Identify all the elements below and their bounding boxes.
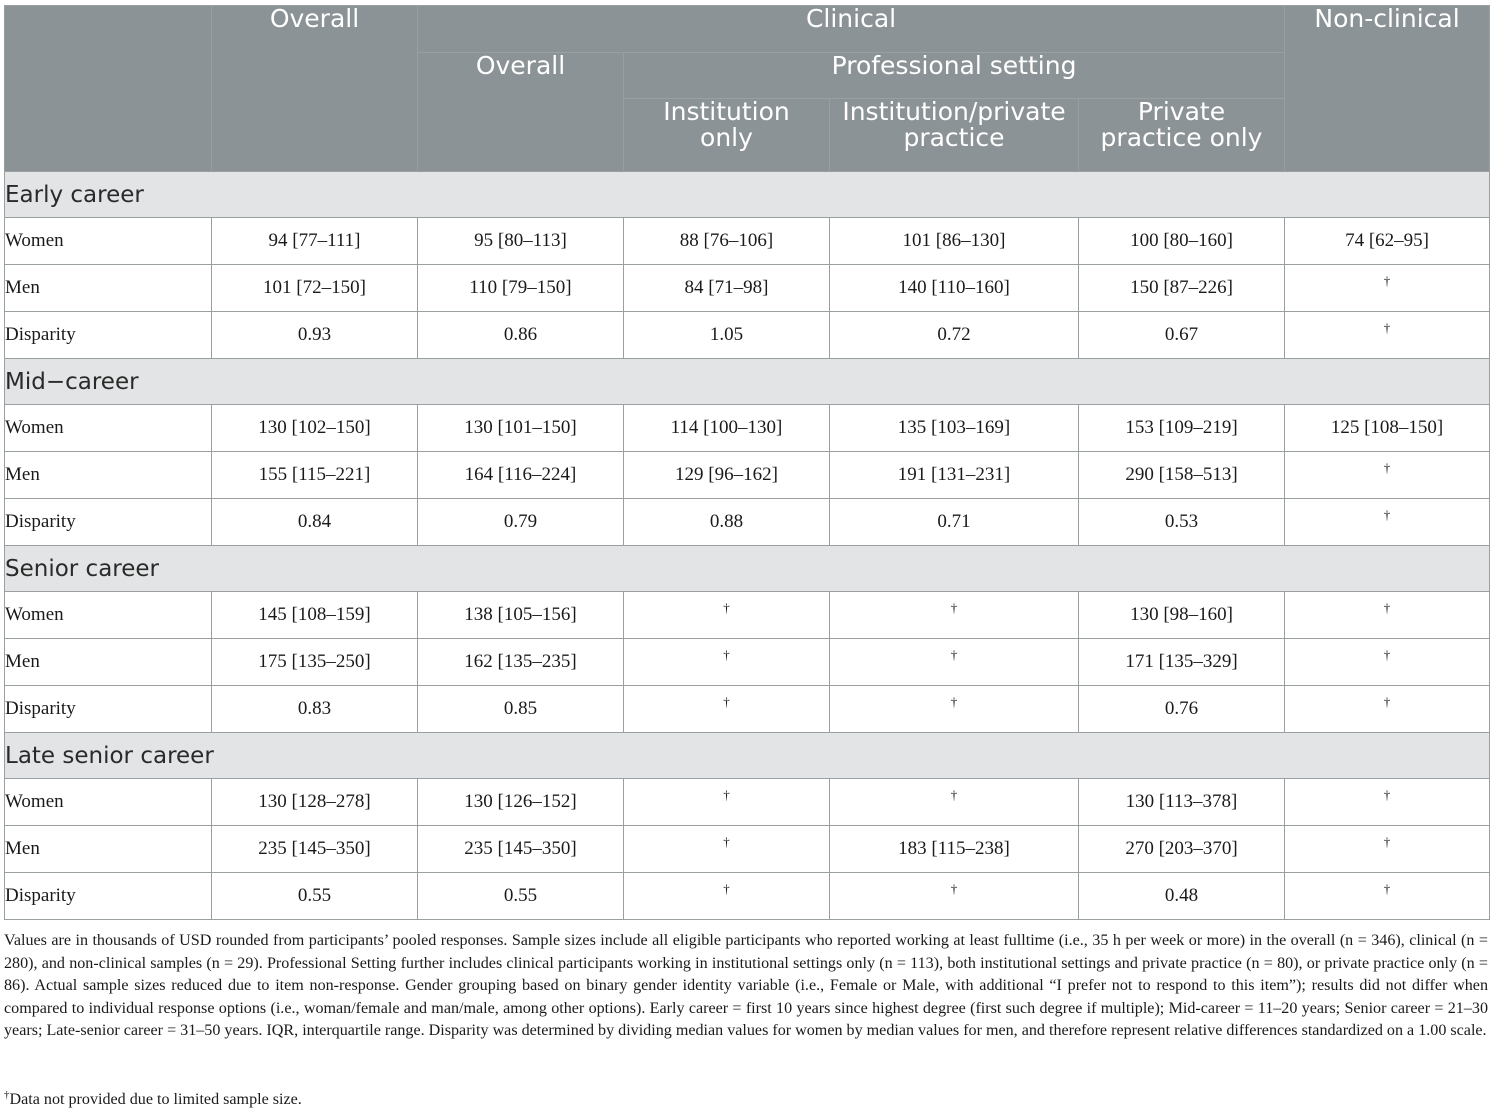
dagger-mark: † (723, 834, 730, 849)
section-row (5, 359, 1490, 405)
table-cell: 150 [87–226] (1079, 265, 1285, 312)
row-label: Women (5, 779, 212, 826)
table-cell: 235 [145–350] (212, 826, 418, 873)
table-cell: 130 [128–278] (212, 779, 418, 826)
table-cell (830, 779, 1079, 826)
header-non-clinical: Non-clinical (1285, 6, 1490, 172)
table-cell: 130 [113–378] (1079, 779, 1285, 826)
table-cell: 138 [105–156] (418, 592, 624, 639)
table-row (5, 592, 1490, 639)
section-row (5, 546, 1490, 592)
table-row (5, 686, 1490, 733)
dagger-mark: † (1383, 273, 1391, 288)
row-label: Disparity (5, 686, 212, 733)
table-cell (1285, 686, 1490, 733)
table-cell: 0.55 (418, 873, 624, 920)
table-cell (1285, 312, 1490, 359)
table-cell: 101 [86–130] (830, 218, 1079, 265)
table-cell: 145 [108–159] (212, 592, 418, 639)
dagger-mark: † (950, 787, 958, 802)
table-cell: 88 [76–106] (624, 218, 830, 265)
dagger-mark: † (1383, 507, 1391, 522)
table-cell: 0.83 (212, 686, 418, 733)
dagger-mark: † (1383, 600, 1391, 615)
table-cell: 0.55 (212, 873, 418, 920)
table-footnote (4, 1089, 302, 1112)
table-cell: 135 [103–169] (830, 405, 1079, 452)
dagger-mark: † (723, 881, 730, 896)
dagger-mark: † (1383, 460, 1391, 475)
corner-header (5, 6, 212, 172)
dagger-mark: † (1383, 881, 1391, 896)
table-cell: 130 [101–150] (418, 405, 624, 452)
dagger-mark: † (950, 600, 958, 615)
dagger-mark: † (950, 881, 958, 896)
table-cell (1285, 779, 1490, 826)
table-cell (1285, 826, 1490, 873)
row-label: Disparity (5, 873, 212, 920)
row-label: Men (5, 826, 212, 873)
salary-table (4, 5, 1490, 920)
dagger-mark: † (950, 647, 958, 662)
header-line: practice only (1100, 123, 1263, 152)
table-row (5, 405, 1490, 452)
table-cell: 155 [115–221] (212, 452, 418, 499)
header-clinical: Clinical (418, 6, 1285, 53)
table-row (5, 639, 1490, 686)
table-cell: 0.79 (418, 499, 624, 546)
table-row (5, 312, 1490, 359)
table-cell: 130 [102–150] (212, 405, 418, 452)
table-cell (1285, 499, 1490, 546)
table-cell: 171 [135–329] (1079, 639, 1285, 686)
table-cell (1285, 639, 1490, 686)
table-row (5, 779, 1490, 826)
dagger-mark: † (1383, 320, 1391, 335)
table-cell (624, 639, 830, 686)
table-cell (624, 592, 830, 639)
table-cell: 0.93 (212, 312, 418, 359)
section-title: Senior career (5, 546, 1490, 592)
table-cell: 101 [72–150] (212, 265, 418, 312)
table-cell: 100 [80–160] (1079, 218, 1285, 265)
header-line: Institution (663, 97, 790, 126)
table-cell (830, 873, 1079, 920)
table-cell: 130 [126–152] (418, 779, 624, 826)
row-label: Women (5, 218, 212, 265)
table-cell: 0.48 (1079, 873, 1285, 920)
table-cell: 290 [158–513] (1079, 452, 1285, 499)
table-cell: 110 [79–150] (418, 265, 624, 312)
dagger-mark: † (1383, 834, 1391, 849)
dagger-mark: † (723, 694, 730, 709)
table-cell (1285, 452, 1490, 499)
table-cell: 74 [62–95] (1285, 218, 1490, 265)
dagger-mark: † (1383, 694, 1391, 709)
table-cell: 0.84 (212, 499, 418, 546)
dagger-mark: † (1383, 787, 1391, 802)
table-cell: 270 [203–370] (1079, 826, 1285, 873)
header-institution-only (624, 99, 830, 172)
row-label: Women (5, 592, 212, 639)
table-cell: 140 [110–160] (830, 265, 1079, 312)
dagger-mark: † (723, 600, 730, 615)
section-row (5, 172, 1490, 218)
table-cell: 130 [98–160] (1079, 592, 1285, 639)
dagger-mark: † (723, 787, 730, 802)
table-cell: 114 [100–130] (624, 405, 830, 452)
table-cell (830, 639, 1079, 686)
header-line: Institution/private (842, 97, 1066, 126)
table-row (5, 873, 1490, 920)
table-cell: 153 [109–219] (1079, 405, 1285, 452)
table-cell: 183 [115–238] (830, 826, 1079, 873)
header-clinical-overall: Overall (418, 53, 624, 172)
table-cell: 191 [131–231] (830, 452, 1079, 499)
table-cell (830, 686, 1079, 733)
header-line: practice (903, 123, 1005, 152)
row-label: Disparity (5, 499, 212, 546)
row-label: Disparity (5, 312, 212, 359)
header-professional-setting: Professional setting (624, 53, 1285, 99)
table-cell: 129 [96–162] (624, 452, 830, 499)
section-title: Early career (5, 172, 1490, 218)
table-row (5, 499, 1490, 546)
table-row (5, 265, 1490, 312)
table-cell: 0.86 (418, 312, 624, 359)
table-cell (1285, 265, 1490, 312)
table-cell (1285, 873, 1490, 920)
header-institution-private (830, 99, 1079, 172)
table-cell (624, 873, 830, 920)
table-cell: 0.67 (1079, 312, 1285, 359)
footnote-mark: † (4, 1089, 10, 1101)
section-title: Late senior career (5, 733, 1490, 779)
dagger-mark: † (1383, 647, 1391, 662)
table-cell: 125 [108–150] (1285, 405, 1490, 452)
dagger-mark: † (723, 647, 730, 662)
header-line: only (700, 123, 753, 152)
table-cell: 94 [77–111] (212, 218, 418, 265)
table-row (5, 452, 1490, 499)
dagger-mark: † (950, 694, 958, 709)
table-cell (830, 592, 1079, 639)
table-cell (624, 686, 830, 733)
table-cell: 1.05 (624, 312, 830, 359)
table-cell (1285, 592, 1490, 639)
footnote-text: Data not provided due to limited sample size. (9, 1091, 302, 1108)
table-note: Values are in thousands of USD rounded from participants’ pooled responses. Sample sizes include all eligible participants who reported working at least fulltime (i.e., 35 h per week or more) in the overall (n = 346), clinical (n = 280), and non-clinical samples (n = 29). Professional Setting further includes clinical participants working in institutional settings only (n = 113), both institutional settings and private practice (n = 80), or private practice only (n = 86). Actual sample sizes reduced due to item non-response. Gender grouping based on binary gender identity variable (i.e., Female or Male, with additional “I prefer not to respond to this item”); results did not differ when compared to individual response options (i.e., woman/female and man/male, among other options). Early career = first 10 years since highest degree (first such degree if multiple); Mid-career = 11–20 years; Senior career = 21–30 years; Late-senior career = 31–50 years. IQR, interquartile range. Disparity was determined by dividing median values for women by median values for men, and therefore represent relative differences standardized on a 1.00 scale. (4, 932, 1488, 1039)
row-label: Men (5, 639, 212, 686)
header-line: Private (1137, 97, 1226, 126)
table-row (5, 826, 1490, 873)
table-body (5, 172, 1490, 920)
table-cell: 0.72 (830, 312, 1079, 359)
row-label: Men (5, 265, 212, 312)
table-cell: 84 [71–98] (624, 265, 830, 312)
table-cell (624, 779, 830, 826)
table-cell: 0.88 (624, 499, 830, 546)
table-cell: 235 [145–350] (418, 826, 624, 873)
table-cell: 162 [135–235] (418, 639, 624, 686)
section-title: Mid−career (5, 359, 1490, 405)
header-private-only (1079, 99, 1285, 172)
table-cell: 164 [116–224] (418, 452, 624, 499)
table-cell: 95 [80–113] (418, 218, 624, 265)
row-label: Women (5, 405, 212, 452)
table-cell: 0.53 (1079, 499, 1285, 546)
table-cell: 175 [135–250] (212, 639, 418, 686)
table-cell: 0.85 (418, 686, 624, 733)
section-row (5, 733, 1490, 779)
table-row (5, 218, 1490, 265)
table-cell: 0.71 (830, 499, 1079, 546)
header-overall: Overall (212, 6, 418, 172)
row-label: Men (5, 452, 212, 499)
table-cell (624, 826, 830, 873)
table-cell: 0.76 (1079, 686, 1285, 733)
